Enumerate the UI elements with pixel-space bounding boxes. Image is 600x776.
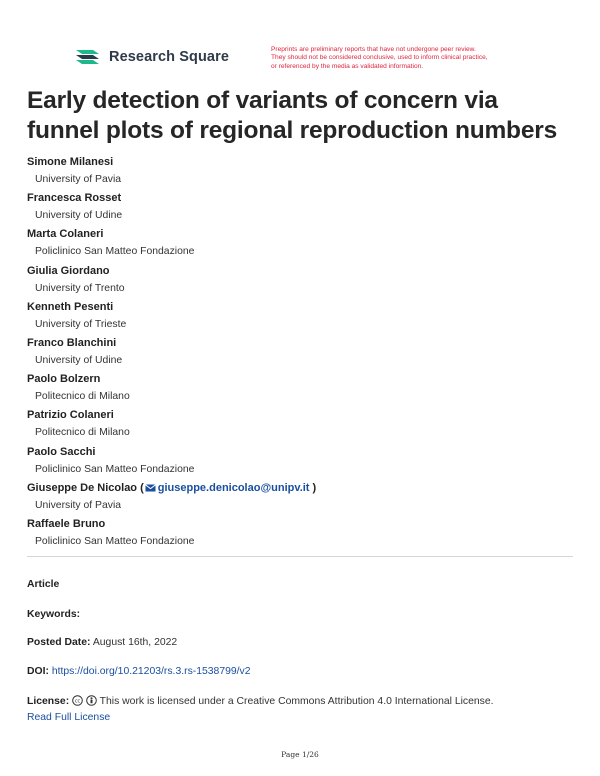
author-name: Paolo Sacchi: [27, 445, 96, 458]
article-type: [27, 578, 572, 592]
author-name: Patrizio Colaneri: [27, 409, 114, 422]
author-affiliation: University of Pavia: [35, 499, 122, 511]
preprint-disclaimer: [271, 46, 551, 71]
author-entry: [27, 299, 572, 335]
email-paren-close: ): [309, 481, 317, 494]
author-affiliation: University of Pavia: [35, 174, 122, 185]
author-affiliation: Politecnico di Milano: [35, 391, 130, 403]
author-entry: [27, 154, 572, 190]
author-name: Simone Milanesi: [27, 156, 114, 168]
author-name: Kenneth Pesenti: [27, 300, 114, 313]
read-full-license-link[interactable]: Read Full License: [27, 712, 111, 723]
section-divider: [27, 556, 573, 557]
author-name: Giulia Giordano: [27, 264, 110, 277]
author-affiliation: University of Udine: [35, 354, 123, 366]
keywords-row: [27, 608, 572, 622]
disclaimer-line: Preprints are preliminary reports that have not undergone peer review.: [271, 46, 476, 53]
author-entry: [27, 516, 572, 552]
article-type-label: Article: [27, 579, 60, 590]
author-name: Paolo Bolzern: [27, 373, 101, 386]
preprint-header: [0, 42, 600, 82]
author-entry: [27, 190, 572, 226]
svg-text:cc: cc: [74, 699, 81, 705]
author-affiliation: Policlinico San Matteo Fondazione: [35, 535, 195, 547]
logo-wordmark: [109, 49, 229, 65]
posted-date-value: August 16th, 2022: [92, 637, 178, 648]
logo-word-research: Research: [109, 49, 176, 65]
disclaimer-line: They should not be considered conclusive, used to inform clinical practice,: [271, 54, 488, 62]
envelope-icon: [145, 484, 156, 492]
author-affiliation: Policlinico San Matteo Fondazione: [35, 463, 195, 475]
author-name: Francesca Rosset: [27, 192, 122, 205]
author-affiliation: University of Udine: [35, 210, 123, 222]
author-entry: [27, 444, 572, 480]
author-entry: [27, 263, 572, 299]
author-email-link[interactable]: giuseppe.denicolao@unipv.it: [157, 481, 310, 494]
author-entry-corresponding: [27, 480, 572, 516]
page-number: Page 1/26: [281, 750, 319, 759]
posted-date-row: [27, 636, 572, 650]
author-affiliation: Policlinico San Matteo Fondazione: [35, 246, 195, 258]
author-affiliation: University of Trieste: [35, 318, 127, 330]
license-text: This work is licensed under a Creative Commons Attribution 4.0 International License.: [99, 696, 494, 707]
keywords-label: Keywords:: [27, 609, 81, 620]
license-label: License:: [27, 696, 70, 707]
doi-label: DOI:: [27, 666, 49, 677]
author-entry: [27, 335, 572, 371]
doi-row: [27, 665, 572, 679]
author-name-line: [27, 480, 572, 498]
author-name: Giuseppe De Nicolao: [27, 481, 138, 494]
author-affiliation: University of Trento: [35, 282, 125, 294]
logo-word-square: Square: [179, 49, 229, 65]
posted-date-label: Posted Date:: [27, 637, 91, 648]
author-list: [27, 154, 572, 552]
email-paren-open: (: [140, 481, 144, 494]
author-affiliation: Politecnico di Milano: [35, 427, 130, 439]
doi-link[interactable]: https://doi.org/10.21203/rs.3.rs-1538799/v2: [51, 666, 251, 677]
author-name: Raffaele Bruno: [27, 517, 106, 530]
author-entry: [27, 407, 572, 443]
cc-icon: [72, 695, 83, 706]
author-entry: [27, 226, 572, 262]
author-name: Marta Colaneri: [27, 228, 104, 241]
by-icon: [86, 695, 97, 706]
disclaimer-line: or referenced by the media as validated information.: [271, 62, 424, 70]
research-square-logo-icon: [75, 46, 101, 68]
author-name: Franco Blanchini: [27, 336, 117, 349]
author-entry: [27, 371, 572, 407]
paper-title: Early detection of variants of concern via funnel plots of regional reproduction numbers: [27, 87, 558, 144]
research-square-logo[interactable]: [75, 46, 229, 68]
license-row: [27, 694, 572, 726]
